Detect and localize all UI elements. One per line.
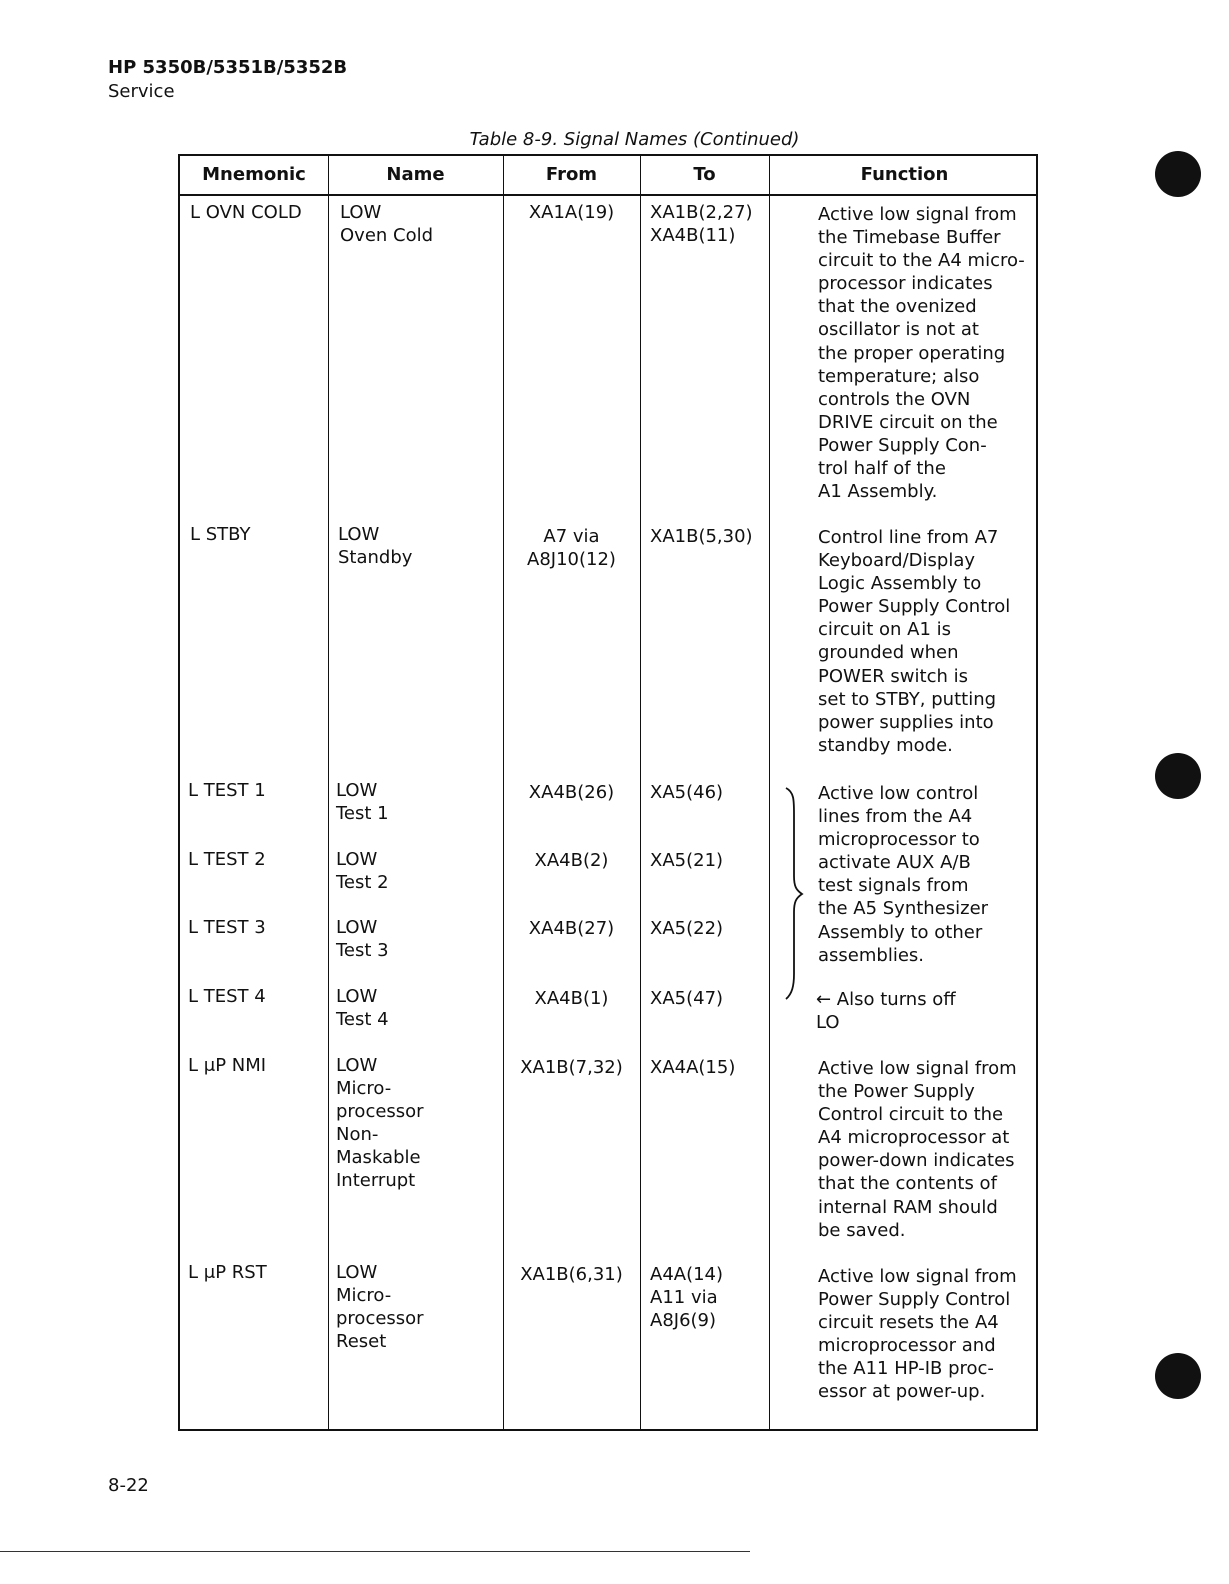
test4-note: ← Also turns off LO xyxy=(816,989,956,1034)
header-name: Name xyxy=(386,164,445,185)
name-cell: LOW Test 3 xyxy=(336,917,389,962)
from-cell: A7 via A8J10(12) xyxy=(527,526,616,571)
function-cell: Active low signal from the Timebase Buffer circuit to the A4 micro- processor indicates that the ovenized oscillator is not at the proper operating temperature; also controls the OVN DRIVE circuit on the Power Supply Con- trol half of the A1 Assembly. xyxy=(818,204,1025,503)
name-cell: LOW Standby xyxy=(338,524,413,569)
from-cell: XA1B(7,32) xyxy=(520,1057,623,1078)
curly-brace-icon xyxy=(784,786,808,1001)
to-cell: A4A(14) A11 via A8J6(9) xyxy=(650,1264,724,1332)
function-cell: Control line from A7 Keyboard/Display Logic Assembly to Power Supply Control circuit on A1 is grounded when POWER switch is set to STBY, putting power supplies into standby mode. xyxy=(818,527,1011,756)
function-cell: Active low signal from Power Supply Control circuit resets the A4 microprocessor and the A11 HP-IB proc- essor at power-up. xyxy=(818,1266,1017,1403)
name-cell: LOW Oven Cold xyxy=(340,202,434,247)
from-cell: XA1A(19) xyxy=(528,202,615,223)
from-cell: XA4B(2) xyxy=(534,850,609,871)
from-cell: XA4B(26) xyxy=(528,782,615,803)
to-cell: XA5(22) xyxy=(650,918,724,939)
mnemonic-cell: L μP NMI xyxy=(188,1055,267,1076)
page-header xyxy=(108,56,347,104)
header-from: From xyxy=(545,164,598,185)
header-divider xyxy=(180,194,1036,196)
mnemonic-cell: L OVN COLD xyxy=(190,202,302,223)
column-divider xyxy=(328,156,329,1429)
name-cell: LOW Micro- processor Non- Maskable Interrupt xyxy=(336,1055,424,1192)
signal-names-table xyxy=(178,154,1038,1431)
table-caption: Table 8-9. Signal Names (Continued) xyxy=(469,129,800,150)
column-divider xyxy=(640,156,641,1429)
to-cell: XA4A(15) xyxy=(650,1057,736,1078)
name-cell: LOW Test 4 xyxy=(336,986,389,1031)
column-divider xyxy=(769,156,770,1429)
from-cell: XA1B(6,31) xyxy=(520,1264,623,1285)
mnemonic-cell: L TEST 4 xyxy=(188,986,266,1007)
binder-hole-icon xyxy=(1155,151,1201,197)
to-cell: XA1B(5,30) xyxy=(650,526,753,547)
mnemonic-cell: L TEST 3 xyxy=(188,917,266,938)
name-cell: LOW Test 1 xyxy=(336,780,389,825)
to-cell: XA5(47) xyxy=(650,988,724,1009)
header-to: To xyxy=(693,164,716,185)
name-cell: LOW Micro- processor Reset xyxy=(336,1262,424,1353)
section-name: Service xyxy=(108,81,175,102)
from-cell: XA4B(1) xyxy=(534,988,609,1009)
name-cell: LOW Test 2 xyxy=(336,849,389,894)
to-cell: XA1B(2,27) XA4B(11) xyxy=(650,202,753,247)
mnemonic-cell: L TEST 2 xyxy=(188,849,266,870)
model-number: HP 5350B/5351B/5352B xyxy=(108,57,348,78)
binder-hole-icon xyxy=(1155,753,1201,799)
footer-rule xyxy=(0,1551,750,1552)
to-cell: XA5(21) xyxy=(650,850,724,871)
page-number: 8-22 xyxy=(108,1475,149,1496)
mnemonic-cell: L STBY xyxy=(190,524,251,545)
mnemonic-cell: L μP RST xyxy=(188,1262,267,1283)
from-cell: XA4B(27) xyxy=(528,918,615,939)
function-cell: Active low signal from the Power Supply Control circuit to the A4 microprocessor at power-down indicates that the contents of internal RAM should be saved. xyxy=(818,1058,1017,1241)
header-mnemonic: Mnemonic xyxy=(202,164,306,185)
test-group-function: Active low control lines from the A4 microprocessor to activate AUX A/B test signals from the A5 Synthesizer Assembly to other assemblies. xyxy=(818,783,989,966)
mnemonic-cell: L TEST 1 xyxy=(188,780,266,801)
binder-hole-icon xyxy=(1155,1353,1201,1399)
to-cell: XA5(46) xyxy=(650,782,724,803)
header-function: Function xyxy=(860,164,949,185)
